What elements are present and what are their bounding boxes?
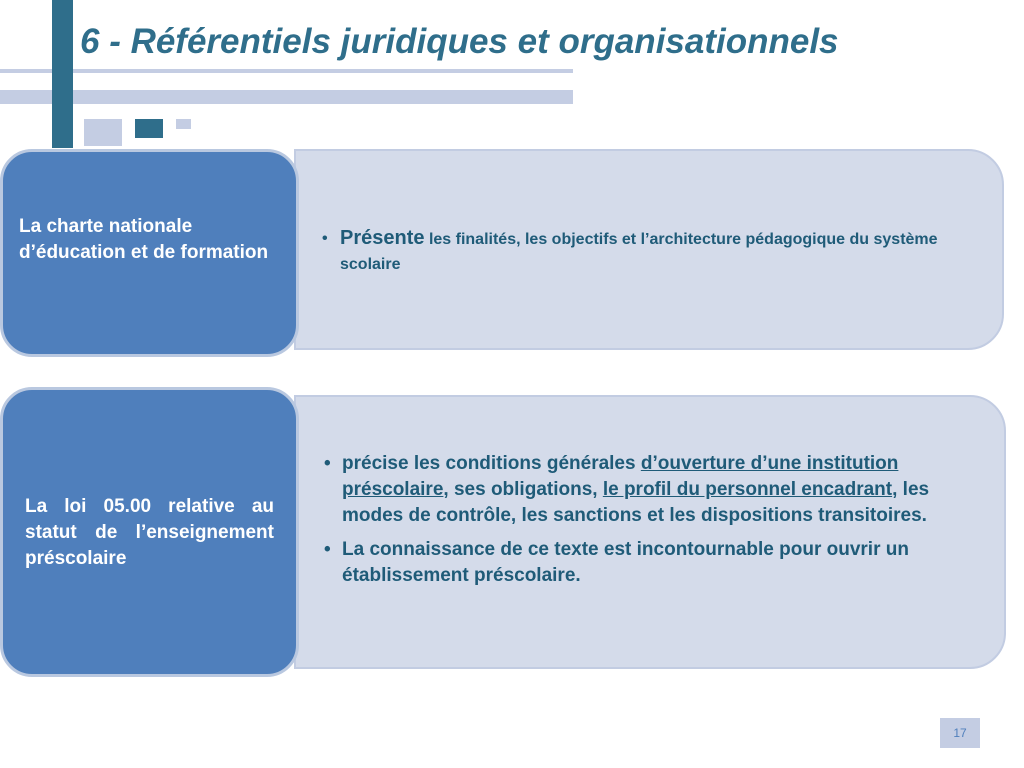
decor-line-thin: [73, 69, 573, 73]
bullet-text: , les modes de contrôle, les sanctions et les dispositions transitoires.: [342, 479, 930, 526]
bullet-text: La connaissance de ce texte est incontournable pour ouvrir un établissement préscolaire.: [342, 539, 909, 586]
page-number: 17: [940, 718, 980, 748]
underlined-phrase: d’ouverture d’une institution préscolaire: [342, 453, 899, 500]
decor-band: [0, 90, 52, 104]
row1-label-text: La charte nationale d’éducation et de formation: [19, 216, 269, 263]
decor-line-thin: [0, 69, 52, 73]
list-item: [322, 537, 972, 589]
list-item: [322, 451, 972, 529]
row2-label-box: [0, 387, 299, 677]
decor-band: [73, 90, 573, 104]
underlined-phrase: le profil du personnel encadrant: [602, 479, 893, 500]
decor-square-small: [176, 119, 191, 129]
bullet-text: , ses obligations,: [443, 479, 603, 500]
row1-label-box: [0, 149, 299, 357]
list-item: [320, 226, 970, 277]
decor-vertical-bar: [52, 0, 73, 148]
bullet-text: les finalités, les objectifs et l’architecture pédagogique du système scolaire: [340, 231, 938, 273]
decor-square-large: [84, 119, 122, 146]
row2-label-text: La loi 05.00 relative au statut de l’enseignement préscolaire: [25, 496, 274, 569]
row2-bullet-list: [322, 451, 972, 597]
bullet-lead: Présente: [340, 227, 425, 249]
slide-title: 6 - Référentiels juridiques et organisationnels: [80, 22, 839, 61]
decor-square-dark: [135, 119, 163, 138]
bullet-text: précise les conditions générales: [342, 453, 641, 474]
row1-bullet-list: [320, 226, 970, 277]
